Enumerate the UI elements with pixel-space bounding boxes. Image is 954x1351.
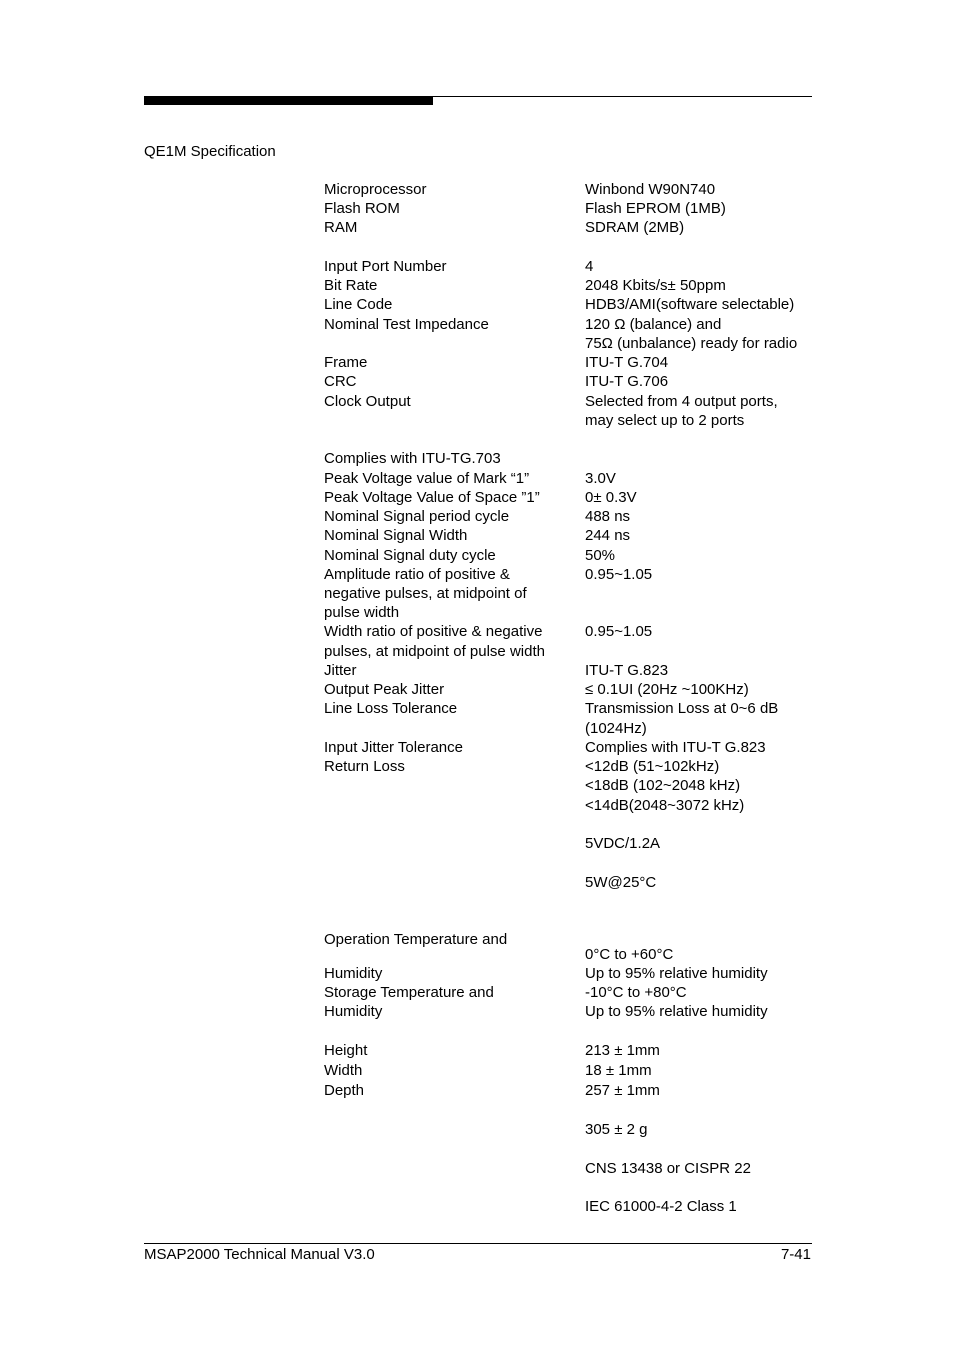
spec-value: 2048 Kbits/s± 50ppm bbox=[585, 277, 726, 294]
footer-manual-title: MSAP2000 Technical Manual V3.0 bbox=[144, 1246, 375, 1263]
spec-label: Operation Temperature and bbox=[324, 931, 508, 948]
spec-value: 18 ± 1mm bbox=[585, 1062, 652, 1079]
spec-label: Input Jitter Tolerance bbox=[324, 739, 463, 756]
spec-value: ITU-T G.704 bbox=[585, 354, 669, 371]
spec-label: Input Port Number bbox=[324, 258, 447, 275]
spec-value: Transmission Loss at 0~6 dB bbox=[585, 700, 779, 717]
spec-value: 244 ns bbox=[585, 527, 631, 544]
spec-label: Nominal Test Impedance bbox=[324, 316, 489, 333]
spec-label: Peak Voltage value of Mark “1” bbox=[324, 470, 530, 487]
spec-label: Nominal Signal period cycle bbox=[324, 508, 510, 525]
spec-label: pulses, at midpoint of pulse width bbox=[324, 643, 545, 660]
spec-label: Width bbox=[324, 1062, 363, 1079]
spec-value: 0.95~1.05 bbox=[585, 566, 653, 583]
spec-label: Humidity bbox=[324, 965, 383, 982]
spec-value: Flash EPROM (1MB) bbox=[585, 200, 726, 217]
spec-value: <14dB(2048~3072 kHz) bbox=[585, 797, 745, 814]
spec-value: SDRAM (2MB) bbox=[585, 219, 685, 236]
spec-value: ITU-T G.706 bbox=[585, 373, 669, 390]
header-thick-bar bbox=[144, 96, 433, 105]
spec-label: Frame bbox=[324, 354, 368, 371]
footer-rule bbox=[144, 1243, 812, 1244]
spec-label: Height bbox=[324, 1042, 368, 1059]
spec-value: Complies with ITU-T G.823 bbox=[585, 739, 766, 756]
spec-label: Line Code bbox=[324, 296, 393, 313]
spec-value: Up to 95% relative humidity bbox=[585, 965, 768, 982]
spec-value: 50% bbox=[585, 547, 616, 564]
spec-label: negative pulses, at midpoint of bbox=[324, 585, 527, 602]
spec-label: Clock Output bbox=[324, 393, 411, 410]
spec-label: Width ratio of positive & negative bbox=[324, 623, 543, 640]
spec-value: 3.0V bbox=[585, 470, 616, 487]
spec-value: 5VDC/1.2A bbox=[585, 835, 661, 852]
spec-value: ≤ 0.1UI (20Hz ~100KHz) bbox=[585, 681, 749, 698]
spec-value: 4 bbox=[585, 258, 594, 275]
spec-value: 305 ± 2 g bbox=[585, 1121, 648, 1138]
spec-value: <12dB (51~102kHz) bbox=[585, 758, 720, 775]
spec-value: 5W@25°C bbox=[585, 874, 657, 891]
spec-label: Return Loss bbox=[324, 758, 405, 775]
spec-value: 257 ± 1mm bbox=[585, 1082, 660, 1099]
spec-label: Complies with ITU-TG.703 bbox=[324, 450, 501, 467]
header-rule bbox=[144, 96, 812, 97]
spec-label: Peak Voltage Value of Space ”1” bbox=[324, 489, 540, 506]
spec-label: Line Loss Tolerance bbox=[324, 700, 458, 717]
section-title: QE1M Specification bbox=[144, 143, 276, 160]
spec-value: HDB3/AMI(software selectable) bbox=[585, 296, 795, 313]
footer-page-number: 7-41 bbox=[780, 1246, 811, 1263]
spec-value: may select up to 2 ports bbox=[585, 412, 745, 429]
spec-label: Nominal Signal duty cycle bbox=[324, 547, 496, 564]
spec-label: Humidity bbox=[324, 1003, 383, 1020]
spec-value: Up to 95% relative humidity bbox=[585, 1003, 768, 1020]
spec-label: Amplitude ratio of positive & bbox=[324, 566, 510, 583]
spec-value: 0°C to +60°C bbox=[585, 946, 674, 963]
spec-value: -10°C to +80°C bbox=[585, 984, 687, 1001]
spec-value: 213 ± 1mm bbox=[585, 1042, 660, 1059]
spec-value: 0± 0.3V bbox=[585, 489, 637, 506]
spec-value: 120 Ω (balance) and bbox=[585, 316, 722, 333]
spec-label: Output Peak Jitter bbox=[324, 681, 445, 698]
spec-label: pulse width bbox=[324, 604, 400, 621]
spec-label: CRC bbox=[324, 373, 357, 390]
spec-value: 75Ω (unbalance) ready for radio bbox=[585, 335, 798, 352]
spec-label: Jitter bbox=[324, 662, 357, 679]
spec-label: Microprocessor bbox=[324, 181, 427, 198]
spec-label: Nominal Signal Width bbox=[324, 527, 468, 544]
spec-label: RAM bbox=[324, 219, 358, 236]
spec-value: 488 ns bbox=[585, 508, 631, 525]
spec-label: Flash ROM bbox=[324, 200, 400, 217]
spec-value: 0.95~1.05 bbox=[585, 623, 653, 640]
spec-value: (1024Hz) bbox=[585, 720, 647, 737]
spec-value: CNS 13438 or CISPR 22 bbox=[585, 1160, 751, 1177]
spec-label: Depth bbox=[324, 1082, 365, 1099]
spec-value: Selected from 4 output ports, bbox=[585, 393, 778, 410]
spec-value: IEC 61000-4-2 Class 1 bbox=[585, 1198, 737, 1215]
spec-label: Storage Temperature and bbox=[324, 984, 494, 1001]
spec-label: Bit Rate bbox=[324, 277, 378, 294]
spec-value: <18dB (102~2048 kHz) bbox=[585, 777, 741, 794]
spec-value: ITU-T G.823 bbox=[585, 662, 669, 679]
spec-value: Winbond W90N740 bbox=[585, 181, 716, 198]
